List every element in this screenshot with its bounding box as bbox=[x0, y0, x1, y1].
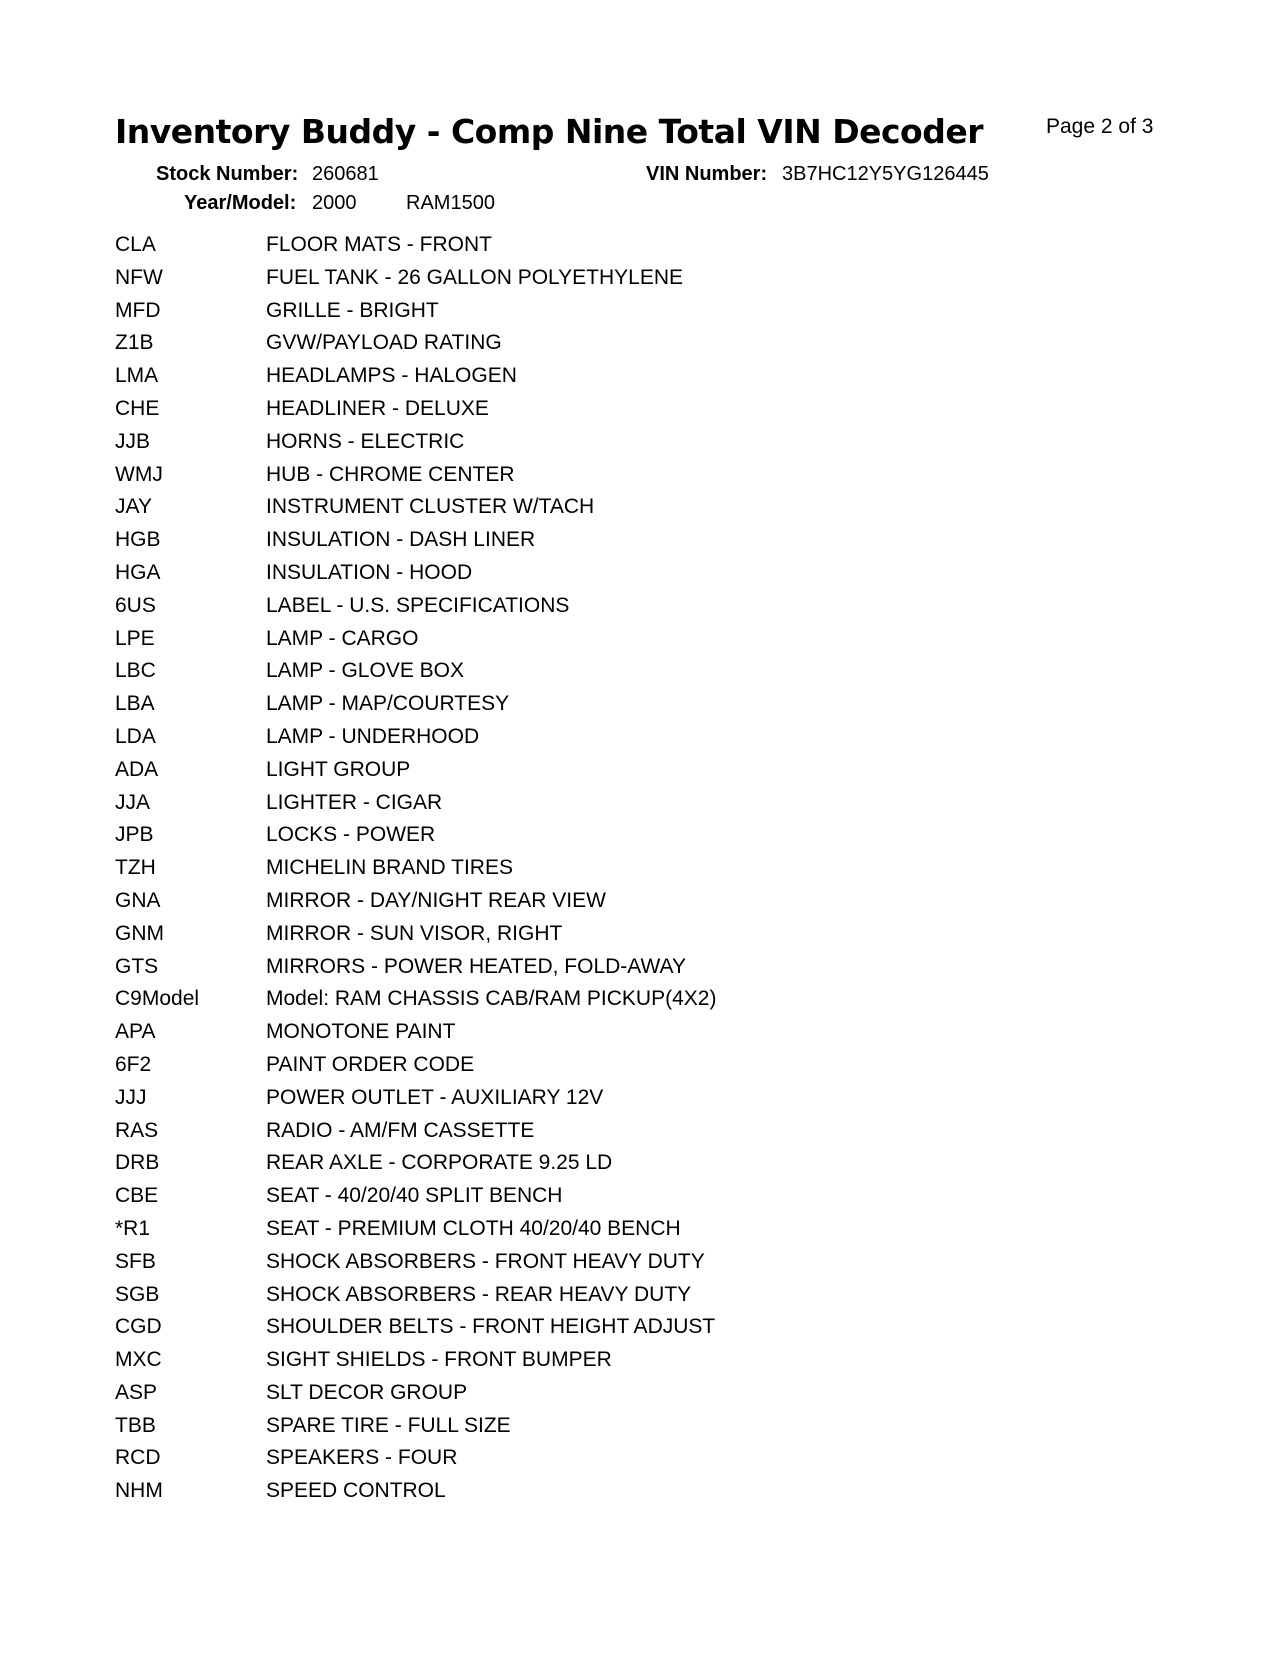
year-value: 2000 bbox=[312, 192, 357, 214]
option-row bbox=[115, 951, 716, 984]
option-description: LOCKS - POWER bbox=[266, 823, 436, 847]
option-description: INSULATION - DASH LINER bbox=[266, 528, 536, 552]
option-row bbox=[115, 393, 716, 426]
option-description: MICHELIN BRAND TIRES bbox=[266, 856, 513, 880]
option-code: MXC bbox=[115, 1348, 162, 1372]
option-row bbox=[115, 360, 716, 393]
option-row bbox=[115, 262, 716, 295]
vin-number-label: VIN Number: bbox=[646, 163, 768, 185]
option-description: SIGHT SHIELDS - FRONT BUMPER bbox=[266, 1348, 612, 1372]
option-row bbox=[115, 983, 716, 1016]
option-row bbox=[115, 1344, 716, 1377]
option-row bbox=[115, 1442, 716, 1475]
option-row bbox=[115, 1410, 716, 1443]
option-code: LDA bbox=[115, 724, 156, 748]
option-description: HORNS - ELECTRIC bbox=[266, 429, 465, 453]
option-description: LIGHT GROUP bbox=[266, 757, 411, 781]
option-description: SHOCK ABSORBERS - REAR HEAVY DUTY bbox=[266, 1282, 692, 1306]
vin-number-value: 3B7HC12Y5YG126445 bbox=[782, 163, 989, 185]
option-description: INSTRUMENT CLUSTER W/TACH bbox=[266, 495, 595, 519]
option-description: RADIO - AM/FM CASSETTE bbox=[266, 1118, 535, 1142]
option-row bbox=[115, 1049, 716, 1082]
option-code: LBA bbox=[115, 692, 155, 716]
option-row bbox=[115, 426, 716, 459]
option-row bbox=[115, 721, 716, 754]
option-row bbox=[115, 623, 716, 656]
option-row bbox=[115, 787, 716, 820]
option-description: PAINT ORDER CODE bbox=[266, 1052, 475, 1076]
option-code: CGD bbox=[115, 1315, 162, 1339]
option-description: SHOCK ABSORBERS - FRONT HEAVY DUTY bbox=[266, 1249, 705, 1273]
option-description: GVW/PAYLOAD RATING bbox=[266, 331, 502, 355]
option-code: CLA bbox=[115, 233, 156, 256]
model-value: RAM1500 bbox=[406, 192, 495, 214]
option-code: SGB bbox=[115, 1282, 160, 1306]
option-row bbox=[115, 295, 716, 328]
option-code: JJA bbox=[115, 790, 151, 814]
option-description: SEAT - PREMIUM CLOTH 40/20/40 BENCH bbox=[266, 1216, 681, 1240]
option-code: TZH bbox=[115, 856, 156, 880]
option-row bbox=[115, 1115, 716, 1148]
option-description: LAMP - MAP/COURTESY bbox=[266, 692, 510, 716]
option-code: TBB bbox=[115, 1413, 156, 1437]
option-description: FUEL TANK - 26 GALLON POLYETHYLENE bbox=[266, 265, 684, 289]
option-row bbox=[115, 688, 716, 721]
option-code: LBC bbox=[115, 659, 156, 683]
option-description: MIRROR - SUN VISOR, RIGHT bbox=[266, 921, 563, 945]
option-row bbox=[115, 1213, 716, 1246]
option-row bbox=[115, 918, 716, 951]
option-code: GTS bbox=[115, 954, 159, 978]
option-row bbox=[115, 491, 716, 524]
option-code: SFB bbox=[115, 1249, 156, 1273]
option-row bbox=[115, 852, 716, 885]
option-row bbox=[115, 557, 716, 590]
option-code: NFW bbox=[115, 265, 163, 289]
option-code: JAY bbox=[115, 495, 152, 519]
option-code-list bbox=[115, 229, 716, 1508]
option-description: HEADLAMPS - HALOGEN bbox=[266, 364, 517, 388]
option-description: SEAT - 40/20/40 SPLIT BENCH bbox=[266, 1184, 563, 1208]
option-row bbox=[115, 1082, 716, 1115]
option-description: LABEL - U.S. SPECIFICATIONS bbox=[266, 593, 570, 617]
option-code: RCD bbox=[115, 1446, 161, 1470]
option-code: *R1 bbox=[115, 1216, 151, 1240]
option-row bbox=[115, 590, 716, 623]
option-code: 6F2 bbox=[115, 1052, 152, 1076]
option-code: C9Model bbox=[115, 987, 200, 1011]
option-code: RAS bbox=[115, 1118, 159, 1142]
option-row bbox=[115, 1246, 716, 1279]
option-code: DRB bbox=[115, 1151, 160, 1175]
option-row bbox=[115, 327, 716, 360]
option-code: LPE bbox=[115, 626, 155, 650]
option-code: CBE bbox=[115, 1184, 159, 1208]
year-model-label: Year/Model: bbox=[184, 192, 297, 214]
option-row bbox=[115, 885, 716, 918]
report-title: Inventory Buddy - Comp Nine Total VIN Decoder bbox=[115, 112, 983, 151]
option-code: HGB bbox=[115, 528, 161, 552]
option-row bbox=[115, 1180, 716, 1213]
page-number: Page 2 of 3 bbox=[1046, 115, 1154, 138]
option-row bbox=[115, 229, 716, 262]
option-description: POWER OUTLET - AUXILIARY 12V bbox=[266, 1085, 604, 1109]
option-row bbox=[115, 1147, 716, 1180]
option-code: GNA bbox=[115, 888, 161, 912]
option-code: 6US bbox=[115, 593, 156, 617]
option-code: GNM bbox=[115, 921, 164, 945]
option-code: APA bbox=[115, 1020, 156, 1044]
option-description: MIRRORS - POWER HEATED, FOLD-AWAY bbox=[266, 954, 687, 978]
option-description: LAMP - CARGO bbox=[266, 626, 419, 650]
option-code: JPB bbox=[115, 823, 154, 847]
option-description: LIGHTER - CIGAR bbox=[266, 790, 443, 814]
option-row bbox=[115, 1311, 716, 1344]
option-description: FLOOR MATS - FRONT bbox=[266, 233, 492, 256]
option-code: WMJ bbox=[115, 462, 163, 486]
option-code: Z1B bbox=[115, 331, 154, 355]
option-row bbox=[115, 1377, 716, 1410]
option-description: REAR AXLE - CORPORATE 9.25 LD bbox=[266, 1151, 613, 1175]
option-description: LAMP - GLOVE BOX bbox=[266, 659, 465, 683]
option-description: SPEAKERS - FOUR bbox=[266, 1446, 458, 1470]
option-description: MONOTONE PAINT bbox=[266, 1020, 456, 1044]
option-description: HUB - CHROME CENTER bbox=[266, 462, 515, 486]
option-code: ASP bbox=[115, 1380, 158, 1404]
option-description: SPEED CONTROL bbox=[266, 1479, 446, 1503]
option-row bbox=[115, 1279, 716, 1312]
option-row bbox=[115, 459, 716, 492]
option-code: JJJ bbox=[115, 1085, 147, 1109]
option-description: LAMP - UNDERHOOD bbox=[266, 724, 480, 748]
stock-number-value: 260681 bbox=[312, 163, 379, 185]
stock-number-label: Stock Number: bbox=[156, 163, 299, 185]
option-code: CHE bbox=[115, 396, 160, 420]
option-code: HGA bbox=[115, 560, 161, 584]
option-code: LMA bbox=[115, 364, 159, 388]
option-description: INSULATION - HOOD bbox=[266, 560, 473, 584]
option-description: SPARE TIRE - FULL SIZE bbox=[266, 1413, 511, 1437]
option-code: JJB bbox=[115, 429, 151, 453]
option-code: MFD bbox=[115, 298, 161, 322]
option-row bbox=[115, 1475, 716, 1508]
option-row bbox=[115, 819, 716, 852]
option-row bbox=[115, 1016, 716, 1049]
option-description: Model: RAM CHASSIS CAB/RAM PICKUP(4X2) bbox=[266, 987, 717, 1011]
option-description: SHOULDER BELTS - FRONT HEIGHT ADJUST bbox=[266, 1315, 716, 1339]
option-description: GRILLE - BRIGHT bbox=[266, 298, 439, 322]
option-row bbox=[115, 754, 716, 787]
option-row bbox=[115, 655, 716, 688]
option-code: ADA bbox=[115, 757, 159, 781]
option-description: HEADLINER - DELUXE bbox=[266, 396, 489, 420]
option-code: NHM bbox=[115, 1479, 163, 1503]
option-description: SLT DECOR GROUP bbox=[266, 1380, 468, 1404]
option-row bbox=[115, 524, 716, 557]
option-description: MIRROR - DAY/NIGHT REAR VIEW bbox=[266, 888, 606, 912]
